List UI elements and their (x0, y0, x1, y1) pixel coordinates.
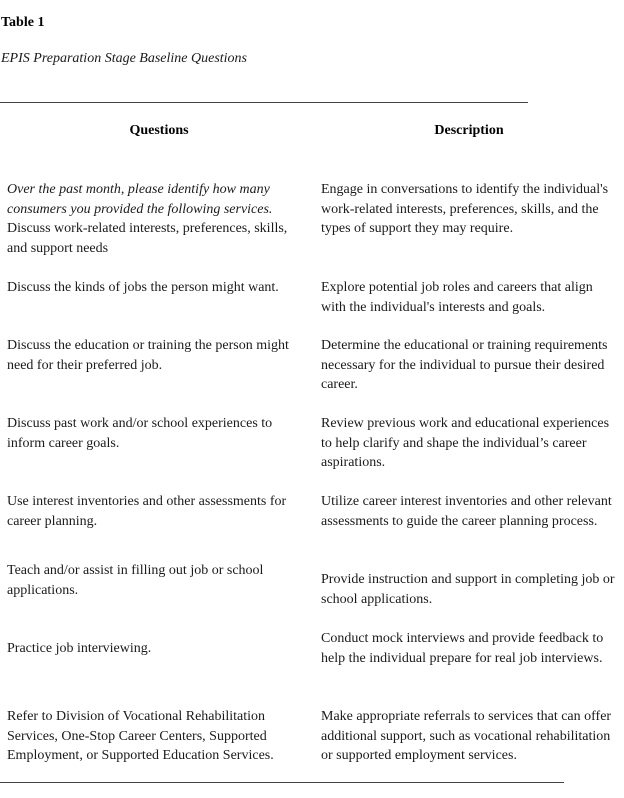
description-cell: Provide instruction and support in completing job or school applications. (321, 572, 615, 607)
question-intro: Over the past month, please identify how many consumers you provided the following services. (7, 182, 273, 217)
description-cell: Conduct mock interviews and provide feedback to help the individual prepare for real job interviews. (321, 631, 604, 666)
table-bottom-rule (0, 782, 564, 783)
question-cell: Use interest inventories and other assessments for career planning. (7, 494, 287, 529)
description-cell: Engage in conversations to identify the individual's work-related interests, preferences, skills, and the types of support they may require. (321, 182, 609, 237)
question-cell: Refer to Division of Vocational Rehabilitation Services, One-Stop Career Centers, Supported Employment, or Supported Education Services. (7, 709, 274, 764)
question-cell (7, 180, 309, 258)
question-cell: Teach and/or assist in filling out job or school applications. (7, 563, 264, 598)
table-label: Table 1 (1, 15, 45, 30)
table-caption: EPIS Preparation Stage Baseline Questions (1, 51, 247, 66)
description-cell: Determine the educational or training requirements necessary for the individual to pursue their desired career. (321, 338, 608, 393)
description-cell: Explore potential job roles and careers that align with the individual's interests and goals. (321, 280, 593, 315)
question-cell: Discuss the kinds of jobs the person might want. (7, 280, 279, 295)
question-text: Discuss work-related interests, preferences, skills, and support needs (7, 221, 288, 256)
column-header-questions: Questions (129, 123, 189, 138)
question-cell: Practice job interviewing. (7, 641, 152, 656)
column-header-description: Description (434, 123, 504, 138)
table-top-rule (0, 102, 528, 103)
question-cell: Discuss the education or training the person might need for their preferred job. (7, 338, 289, 373)
description-cell: Utilize career interest inventories and other relevant assessments to guide the career planning process. (321, 494, 612, 529)
description-cell: Make appropriate referrals to services that can offer additional support, such as vocational rehabilitation or supported employment services. (321, 709, 612, 764)
description-cell: Review previous work and educational experiences to help clarify and shape the individual’s career aspirations. (321, 416, 610, 471)
question-cell: Discuss past work and/or school experiences to inform career goals. (7, 416, 273, 451)
